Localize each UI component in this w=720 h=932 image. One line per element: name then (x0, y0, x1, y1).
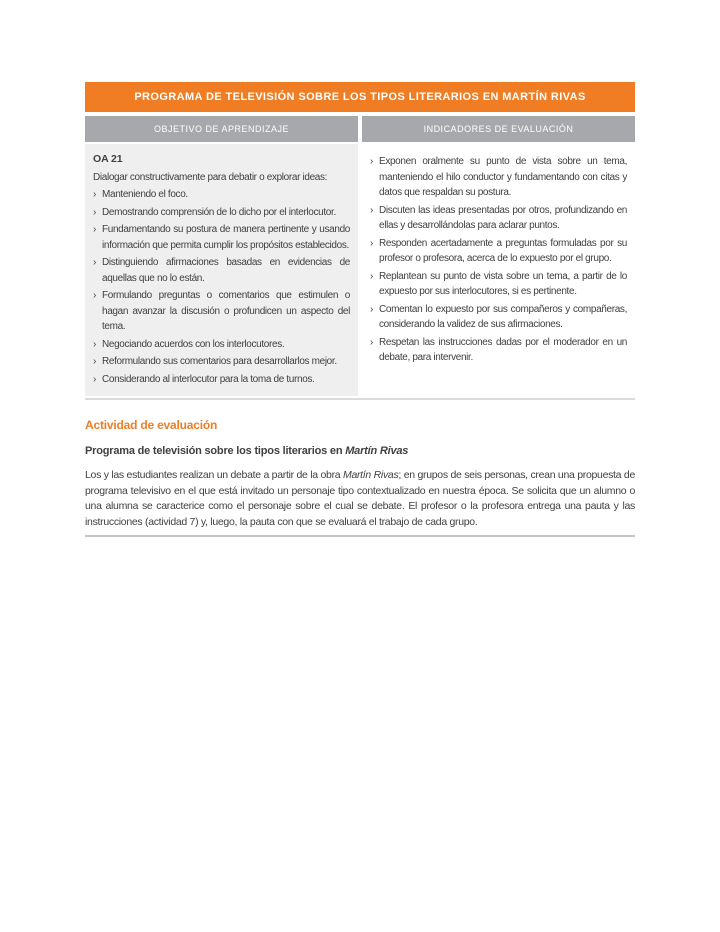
bullet-glyph: › (370, 204, 374, 216)
list-item (370, 203, 627, 234)
activity-heading: Actividad de evaluación (85, 418, 218, 432)
indicators-bullet-list (370, 154, 627, 366)
bullet-glyph: › (93, 257, 97, 268)
table-header-row (85, 116, 635, 142)
list-item-text: Demostrando comprensión de lo dicho por el interlocutor. (102, 206, 336, 218)
bullet-glyph: › (93, 206, 97, 218)
activity-subtitle (85, 445, 635, 457)
list-item-text: Manteniendo el foco. (102, 189, 188, 200)
table-title-bar (85, 82, 635, 112)
list-item-text: Responden acertadamente a preguntas formuladas por su profesor o profesora, acerca de lo expuesto por el grupo. (379, 237, 627, 264)
activity-paragraph (85, 468, 635, 530)
activity-subtitle-text: Programa de televisión sobre los tipos literarios en (85, 445, 346, 457)
list-item (93, 288, 350, 335)
table-body-row (85, 144, 635, 396)
list-item (370, 302, 627, 333)
list-item (93, 255, 350, 286)
objective-bullet-list (93, 187, 350, 387)
oa-code: OA 21 (93, 153, 123, 165)
work-title: Martín Rivas (343, 469, 399, 481)
table-title: PROGRAMA DE TELEVISIÓN SOBRE LOS TIPOS LITERARIOS EN MARTÍN RIVAS (134, 91, 586, 103)
list-item (370, 236, 627, 267)
list-item (93, 187, 350, 203)
list-item (370, 335, 627, 366)
column-header-indicators: INDICADORES DE EVALUACIÓN (362, 116, 635, 142)
list-item-text: Fundamentando su postura de manera pertinente y usando información que permita cumplir los propósitos establecidos. (102, 224, 350, 251)
bullet-glyph: › (93, 373, 97, 385)
bullet-glyph: › (93, 290, 97, 301)
bullet-glyph: › (370, 270, 374, 282)
bullet-glyph: › (370, 336, 374, 348)
column-header-objective: OBJETIVO DE APRENDIZAJE (85, 116, 358, 142)
list-item-text: Exponen oralmente su punto de vista sobre un tema, manteniendo el hilo conductor y fundamentando con citas y datos que respaldan su postura. (379, 156, 627, 198)
work-title: Martín Rivas (345, 445, 409, 457)
list-item (93, 372, 350, 388)
list-item (93, 337, 350, 353)
list-item (93, 222, 350, 253)
list-item-text: Considerando al interlocutor para la toma de turnos. (102, 373, 315, 385)
paragraph-part-1: Los y las estudiantes realizan un debate a partir de la obra (85, 469, 343, 481)
table-bottom-rule (85, 398, 635, 400)
list-item (93, 205, 350, 221)
list-item-text: Respetan las instrucciones dadas por el moderador en un debate, para intervenir. (379, 336, 627, 363)
list-item-text: Discuten las ideas presentadas por otros, profundizando en ellas y desarrollándolas para aclarar puntos. (379, 204, 627, 231)
bullet-glyph: › (93, 189, 97, 200)
oa-intro: Dialogar constructivamente para debatir o explorar ideas: (93, 171, 328, 183)
worksheet-page (85, 82, 635, 537)
bullet-glyph: › (370, 156, 374, 167)
list-item (370, 154, 627, 201)
paragraph-part-2: ; en grupos de seis personas, crean una propuesta de programa televisivo en el que está invitado un personaje tipo contextualizado en nuestra época. Se solicita que un alumno o una alumna se caracterice como el personaje sobre el cual se debate. El profesor o la profesora entrega una pauta y las instrucciones (actividad 7) y, luego, la pauta con que se evaluará el trabajo de cada grupo. (85, 469, 635, 528)
list-item-text: Distinguiendo afirmaciones basadas en evidencias de aquellas que no lo están. (102, 257, 350, 284)
list-item-text: Replantean su punto de vista sobre un tema, a partir de lo expuesto por sus interlocutores, si es pertinente. (379, 270, 627, 297)
bullet-glyph: › (370, 237, 374, 249)
list-item-text: Reformulando sus comentarios para desarrollarlos mejor. (102, 356, 337, 367)
objective-cell (85, 144, 358, 396)
bullet-glyph: › (93, 224, 97, 235)
bullet-glyph: › (93, 356, 97, 367)
list-item (370, 269, 627, 300)
list-item-text: Formulando preguntas o comentarios que estimulen o hagan avanzar la discusión o profundicen un aspecto del tema. (102, 290, 350, 332)
section-divider-rule (85, 535, 635, 537)
indicators-cell (362, 144, 635, 396)
list-item-text: Negociando acuerdos con los interlocutores. (102, 338, 285, 350)
list-item (93, 354, 350, 370)
bullet-glyph: › (370, 303, 374, 315)
list-item-text: Comentan lo expuesto por sus compañeros y compañeras, considerando la validez de sus afirmaciones. (379, 303, 627, 330)
bullet-glyph: › (93, 338, 97, 350)
